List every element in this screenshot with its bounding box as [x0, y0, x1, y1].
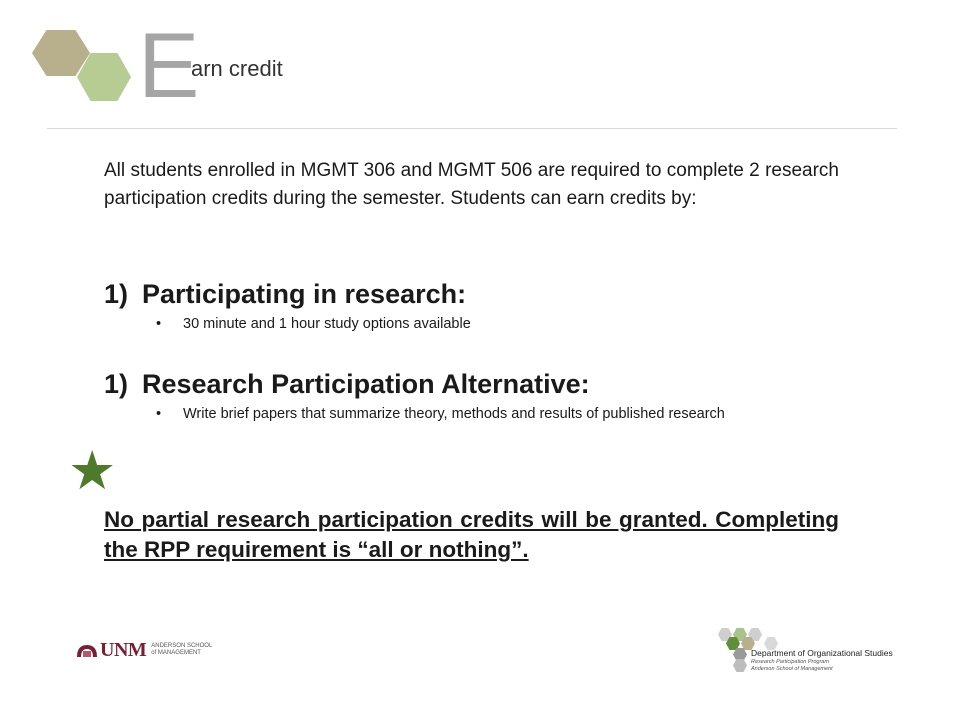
bullet-text: 30 minute and 1 hour study options available [183, 316, 471, 332]
bullet-dot: • [156, 406, 162, 422]
unm-arch-icon [76, 642, 98, 658]
unm-logo [76, 638, 215, 662]
unm-logo-text: UNM [100, 638, 147, 661]
tan-hexagon-decoration [32, 30, 90, 76]
slide-title: arn credit [191, 56, 283, 81]
title-divider [47, 128, 897, 129]
logo-hexagon [733, 659, 747, 672]
department-school: Anderson School of Management [751, 666, 833, 672]
option-heading-alternative [104, 368, 590, 400]
option-number: 1) [104, 369, 129, 399]
department-logo [716, 626, 906, 676]
title-initial: E [138, 15, 200, 117]
bullet-text: Write brief papers that summarize theory, methods and results of published research [183, 406, 725, 422]
star-icon: ★ [68, 441, 117, 501]
department-program: Research Participation Program [751, 659, 829, 665]
option-bullet-participating [156, 313, 839, 335]
option-heading-participating [104, 278, 466, 310]
bullet-dot: • [156, 316, 162, 332]
department-name: Department of Organizational Studies [751, 648, 893, 658]
option-number: 1) [104, 279, 129, 309]
option-heading-text: Research Participation Alternative: [142, 369, 590, 399]
option-bullet-alternative [156, 403, 839, 425]
unm-logo-subtext: ANDERSON SCHOOL of MANAGEMENT [151, 643, 213, 656]
credit-notice: No partial research participation credits will be granted. Completing the RPP requirement is “all or nothing”. [104, 507, 839, 562]
intro-paragraph: All students enrolled in MGMT 306 and MGMT 506 are required to complete 2 research participation credits during the semester. Students can earn credits by: [104, 160, 839, 209]
option-heading-text: Participating in research: [142, 279, 467, 309]
